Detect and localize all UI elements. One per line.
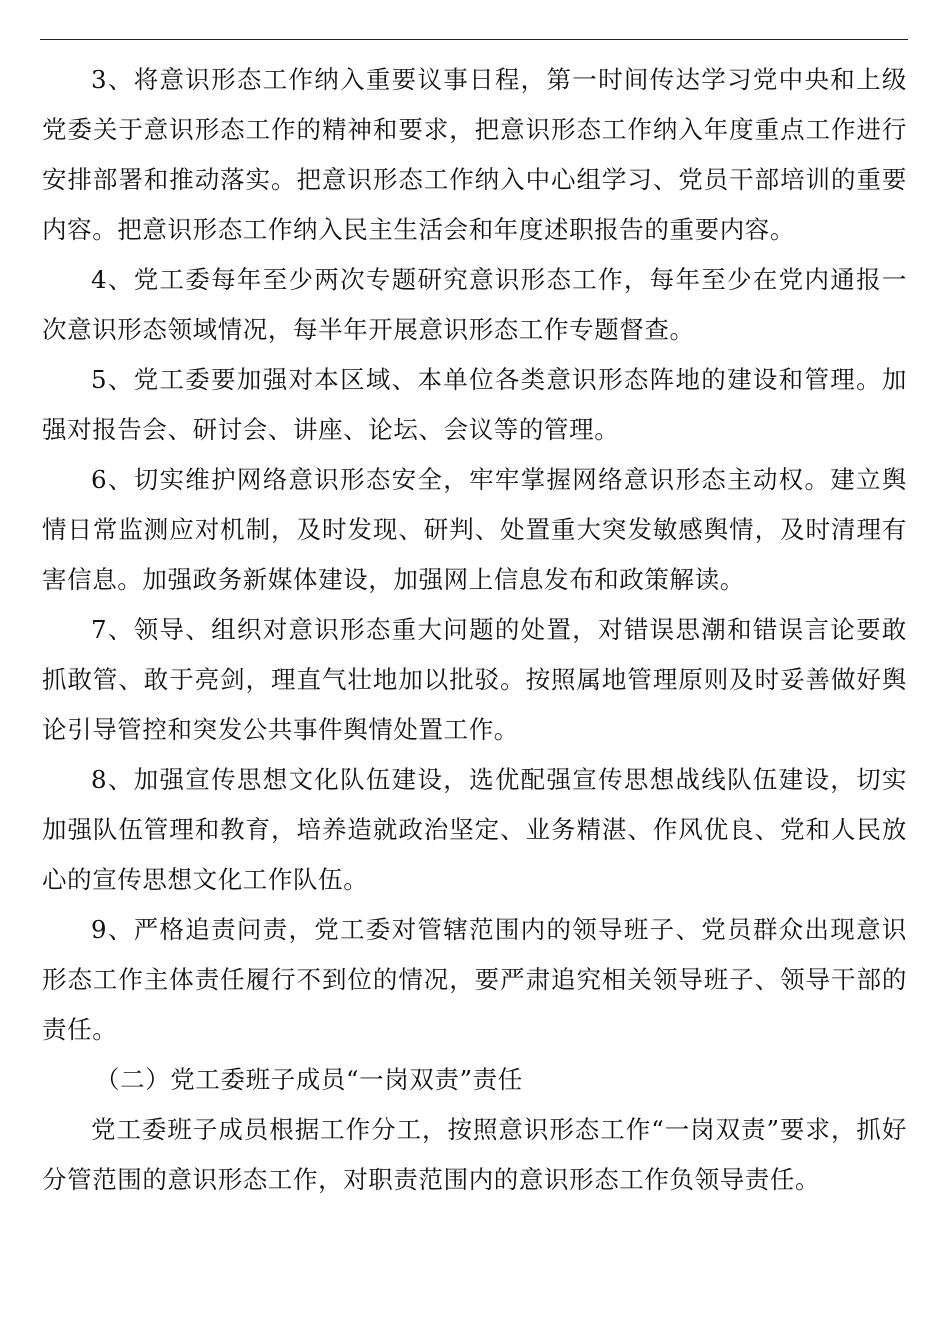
- paragraph-item-6: 6、切实维护网络意识形态安全，牢牢掌握网络意识形态主动权。建立舆情日常监测应对机制，及时发现、研判、处置重大突发敏感舆情，及时清理有害信息。加强政务新媒体建设，加强网上信息发布和政策解读。: [42, 465, 907, 594]
- paragraph-item-3: 3、将意识形态工作纳入重要议事日程，第一时间传达学习党中央和上级党委关于意识形态工作的精神和要求，把意识形态工作纳入年度重点工作进行安排部署和推动落实。把意识形态工作纳入中心组学习、党员干部培训的重要内容。把意识形态工作纳入民主生活会和年度述职报告的重要内容。: [42, 65, 907, 244]
- paragraph-item-9: 9、严格追责问责，党工委对管辖范围内的领导班子、党员群众出现意识形态工作主体责任履行不到位的情况，要严肃追究相关领导班子、领导干部的责任。: [42, 915, 907, 1044]
- closing-paragraph: 党工委班子成员根据工作分工，按照意识形态工作“一岗双责”要求，抓好分管范围的意识形态工作，对职责范围内的意识形态工作负领导责任。: [42, 1115, 907, 1194]
- paragraph-item-8: 8、加强宣传思想文化队伍建设，选优配强宣传思想战线队伍建设，切实加强队伍管理和教育，培养造就政治坚定、业务精湛、作风优良、党和人民放心的宣传思想文化工作队伍。: [42, 765, 907, 894]
- document-body: [42, 55, 907, 1205]
- paragraph-item-7: 7、领导、组织对意识形态重大问题的处置，对错误思潮和错误言论要敢抓敢管、敢于亮剑，理直气壮地加以批驳。按照属地管理原则及时妥善做好舆论引导管控和突发公共事件舆情处置工作。: [42, 615, 907, 744]
- header-rule: [40, 39, 908, 40]
- section-heading: （二）党工委班子成员“一岗双责”责任: [95, 1065, 523, 1094]
- paragraph-item-4: 4、党工委每年至少两次专题研究意识形态工作，每年至少在党内通报一次意识形态领域情况，每半年开展意识形态工作专题督查。: [42, 265, 907, 344]
- paragraph-item-5: 5、党工委要加强对本区域、本单位各类意识形态阵地的建设和管理。加强对报告会、研讨会、讲座、论坛、会议等的管理。: [42, 365, 907, 444]
